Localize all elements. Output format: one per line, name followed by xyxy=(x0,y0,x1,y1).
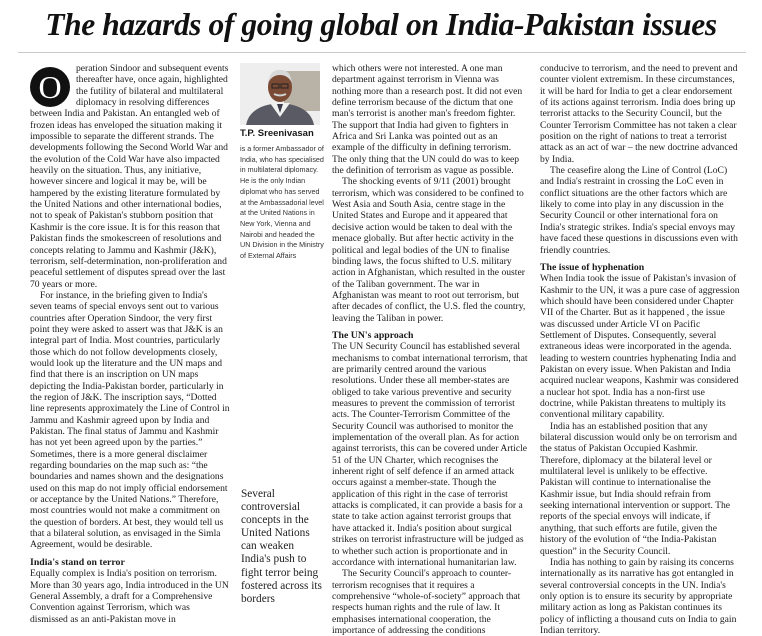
article-paragraph: For instance, in the briefing given to India's seven teams of special envoys sent out to various countries after Operation Sindoor, the very first point they were asked to assert was that J&K is an integral part of India. Most countries, particularly those which do not follow developments closely, would look up the literature and the UN maps and find that there is an inscription on UN maps depicting the India-Pakistan border, particularly in the region of J&K. The inscription says, “Dotted line represents approximately the Line of Control in Jammu and Kashmir agreed upon by India and Pakistan. The final status of Jammu and Kashmir has not yet been agreed upon by the parties.” Sometimes, there is a more general disclaimer regarding boundaries on the map such as: “the boundaries and names shown and the designations used on this map do not imply official endorsement or acceptance by the United Nations.” Therefore, most countries would not make a commitment on the question of borders. At best, they would tell us that a bilateral solution, as envisaged in the Simla Agreement, would be desirable. xyxy=(30,289,230,551)
section-heading: The UN's approach xyxy=(332,329,414,341)
article-paragraph: conducive to terrorism, and the need to prevent and counter violent extremism. In these circumstances, it will be hard for India to get a clear endorsement of its actions against terrorism. India does bring up terrorist attacks to the Security Council, but the Counter Terrorism Committee has not taken a clear position on the right of nations to treat a terrorist attack as an act of war – the new doctrine advanced by India. xyxy=(540,63,738,165)
article-paragraph: The Security Council's approach to counter-terrorism recognises that it requires a comprehensive “whole-of-society” approach that respects human rights and the rule of law. It emphasises international cooperation, the importance of addressing the conditions xyxy=(332,568,521,636)
article-paragraph: Equally complex is India's position on terrorism. More than 30 years ago, India introduced in the UN General Assembly, a draft for a Comprehensive Convention against Terrorism, which was dismissed as an anti-Pakistan move in xyxy=(30,568,229,625)
article-paragraph xyxy=(30,63,230,290)
author-name: T.P. Sreenivasan xyxy=(240,128,314,139)
author-photo xyxy=(240,63,320,125)
author-bio: is a former Ambassador of India, who has specialised in multilateral diplomacy. He is the only Indian diplomat who has served at the Ambassadorial level at the United Nations in New York, Vienna and Nairobi and headed the UN Division in the Ministry of External Affairs xyxy=(240,144,324,261)
section-heading: India's stand on terror xyxy=(30,556,125,568)
paragraph-text: peration Sindoor and subsequent events thereafter have, once again, highlighted the futility of bilateral and multilateral diplomacy in resolving differences between India and Pakistan. An entangled web of frozen ideas has enveloped the situation making it impossible to separate the different strands. The developments following the Second World War and the evolution of the Cold War have also impacted heavily on the situation. Thus, any initiative, however sincere and logical it may be, will be hampered by the existing literature formulated by the United Nations and other international bodies, not to speak of Pakistan's stubborn position that Kashmir is the core issue. It is for this reason that Pakistan finds the smokescreen of resolutions and concepts relating to Jammu and Kashmir (J&K), terrorism, self-determination, non-proliferation and peaceful settlement of disputes spread over the last 70 years or more. xyxy=(30,63,229,290)
section-heading: The issue of hyphenation xyxy=(540,261,645,273)
article-column-3 xyxy=(540,63,740,636)
article-paragraph: The ceasefire along the Line of Control (LoC) and India's restraint in crossing the LoC even in conflict situations are the other factors which are likely to come into play in any discussion in the Security Council or other international fora on India's strategic strikes. India's special envoys may have faced these questions in discussions even with friendly countries. xyxy=(540,165,738,256)
article-column-1 xyxy=(30,63,230,625)
article-paragraph: India has an established position that any bilateral discussion would only be on terrorism and the status of Pakistan Occupied Kashmir. Therefore, diplomacy at the bilateral level or multilateral level is unlikely to be effective. Pakistan will continue to internationalise the Kashmir issue, but India should refrain from seeking international intervention or support. The reports of the special envoys will indicate, if anything, that such efforts are futile, given the history of the evolution of “the India-Pakistan question” in the Security Council. xyxy=(540,420,737,557)
drop-cap: O xyxy=(30,67,70,107)
article-paragraph: When India took the issue of Pakistan's invasion of Kashmir to the UN, it was a pure case of aggression which should have been considered under Chapter VII of the Charter. But as it happened , the issue was discussed under Article VI on Pacific Settlement of Disputes. Consequently, several extraneous ideas were incorporated in the agenda. leading to western countries hyphenating India and Pakistan on every issue. When Pakistan and India acquired nuclear weapons, Kashmir was considered a nuclear hot spot. India has a non-first use doctrine, while Pakistan threatens to multiply its conventional military capability. xyxy=(540,273,740,421)
article-paragraph: The UN Security Council has established several mechanisms to combat international terrorism, that are primarily centred around the various resolutions. Under these all member-states are obliged to take various preventive and security measures to prevent the commission of terrorist acts. The Counter-Terrorism Committee of the Security Council was authorised to monitor the implementation of the overall plan. As for action against terrorists, this can be covered under Article 51 of the UN Charter, which recognises the inherent right of self defence if an armed attack occurs against a member-state. Though the application of this right in the case of terrorist attacks is complicated, it can provide a basis for a state to take action against terrorist groups that have attacked it. India's position about surgical strikes on terrorist infrastructure will be judged as to whether such action is proportionate and in accordance with international humanitarian law. xyxy=(332,341,528,568)
headline: The hazards of going global on India-Pakistan issues xyxy=(45,7,717,42)
article-paragraph: India has nothing to gain by raising its concerns internationally as its narrative has got entangled in several controversial concepts in the UN. India's only option is to ensure its security by appropriate military action as long as Pakistan continues its policy of inflicting a thousand cuts on India to gain Indian territory. xyxy=(540,556,737,636)
pull-quote: Several controversial concepts in the United Nations can weaken India's push to fight terror being fostered across its borders xyxy=(241,488,322,605)
author-portrait-image xyxy=(240,63,320,125)
article-paragraph: The shocking events of 9/11 (2001) brought terrorism, which was considered to be confined to West Asia and South Asia, centre stage in the United States and Europe and it appeared that decisive action would be taken to deal with the menace globally. But after hectic activity in the political and legal bodies of the UN to finalise binding laws, the focus shifted to U.S. military action in Afghanistan, which resulted in the ouster of the Taliban government. The war in Afghanistan was meant to root out terrorism, but after decades of conflict, the U.S. fled the country, leaving the Taliban in power. xyxy=(332,176,526,324)
article-column-2 xyxy=(332,63,528,636)
article-paragraph: which others were not interested. A one man department against terrorism in Vienna was nothing more than a research post. It did not even define terrorism because of the dictum that one man's terrorist is another man's freedom fighter. The support that India had given to fighters in Africa and Sri Lanka was pointed out as an example of the difficulty in defining terrorism. The only thing that the UN could do was to keep the definition of terrorism as vague as possible. xyxy=(332,63,523,177)
headline-rule xyxy=(18,52,746,53)
